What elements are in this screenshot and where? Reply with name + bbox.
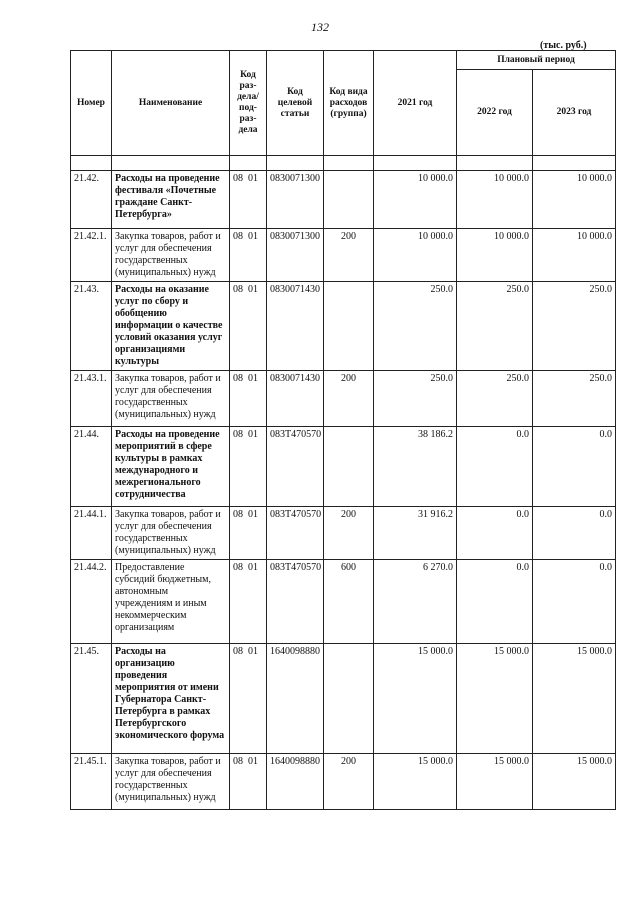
row-number: 21.43. xyxy=(71,282,112,371)
row-section-code: 08 xyxy=(233,429,243,440)
row-expense-type xyxy=(324,171,374,229)
row-expense-type xyxy=(324,282,374,371)
row-section-code: 08 xyxy=(233,646,243,657)
budget-table xyxy=(70,50,616,810)
row-name: Закупка товаров, работ и услуг для обеспечения государственных (муниципальных) нужд xyxy=(112,754,230,810)
row-2021: 15 000.0 xyxy=(374,754,457,810)
header-2021: 2021 год xyxy=(374,51,457,156)
row-number: 21.45. xyxy=(71,644,112,754)
row-2023: 15 000.0 xyxy=(533,754,616,810)
page-number: 132 xyxy=(311,20,329,34)
table-row xyxy=(71,229,616,282)
row-section xyxy=(230,282,267,371)
row-name: Закупка товаров, работ и услуг для обеспечения государственных (муниципальных) нужд xyxy=(112,229,230,282)
row-name: Закупка товаров, работ и услуг для обеспечения государственных (муниципальных) нужд xyxy=(112,371,230,427)
row-2023: 0.0 xyxy=(533,560,616,644)
row-2021: 250.0 xyxy=(374,371,457,427)
row-name: Закупка товаров, работ и услуг для обеспечения государственных (муниципальных) нужд xyxy=(112,507,230,560)
row-section xyxy=(230,427,267,507)
row-subsection-code: 01 xyxy=(248,284,258,295)
row-subsection-code: 01 xyxy=(248,756,258,767)
row-target-code: 1640098880 xyxy=(267,754,324,810)
row-2023: 10 000.0 xyxy=(533,171,616,229)
row-number: 21.42.1. xyxy=(71,229,112,282)
row-number: 21.44.2. xyxy=(71,560,112,644)
row-2023: 10 000.0 xyxy=(533,229,616,282)
row-target-code: 083Т470570 xyxy=(267,507,324,560)
row-target-code: 1640098880 xyxy=(267,644,324,754)
row-2023: 0.0 xyxy=(533,427,616,507)
row-2023: 250.0 xyxy=(533,371,616,427)
row-2021: 6 270.0 xyxy=(374,560,457,644)
row-name: Предоставление субсидий бюджетным, автономным учреждениям и иным некоммерческим организациям xyxy=(112,560,230,644)
row-2023: 250.0 xyxy=(533,282,616,371)
row-2022: 0.0 xyxy=(457,560,533,644)
table-row xyxy=(71,282,616,371)
row-section xyxy=(230,644,267,754)
header-2022: 2022 год xyxy=(457,70,533,156)
row-2022: 10 000.0 xyxy=(457,229,533,282)
header-number: Номер xyxy=(71,51,112,156)
row-2022: 15 000.0 xyxy=(457,644,533,754)
row-expense-type: 200 xyxy=(324,229,374,282)
row-2021: 38 186.2 xyxy=(374,427,457,507)
row-number: 21.44. xyxy=(71,427,112,507)
row-subsection-code: 01 xyxy=(248,231,258,242)
row-2022: 0.0 xyxy=(457,507,533,560)
row-target-code: 0830071300 xyxy=(267,171,324,229)
header-target: Код целевой статьи xyxy=(267,51,324,156)
row-target-code: 0830071430 xyxy=(267,282,324,371)
table-row xyxy=(71,171,616,229)
row-expense-type xyxy=(324,644,374,754)
row-subsection-code: 01 xyxy=(248,373,258,384)
row-expense-type xyxy=(324,427,374,507)
row-number: 21.44.1. xyxy=(71,507,112,560)
row-section xyxy=(230,507,267,560)
row-section xyxy=(230,754,267,810)
header-expense-type: Код вида расходов (группа) xyxy=(324,51,374,156)
header-name: Наименование xyxy=(112,51,230,156)
row-2022: 0.0 xyxy=(457,427,533,507)
row-2021: 250.0 xyxy=(374,282,457,371)
row-section-code: 08 xyxy=(233,173,243,184)
row-name: Расходы на проведение мероприятий в сфере культуры в рамках международного и межрегионального сотрудничества xyxy=(112,427,230,507)
row-number: 21.42. xyxy=(71,171,112,229)
table-row xyxy=(71,507,616,560)
row-section-code: 08 xyxy=(233,509,243,520)
row-2022: 15 000.0 xyxy=(457,754,533,810)
row-section-code: 08 xyxy=(233,373,243,384)
row-subsection-code: 01 xyxy=(248,646,258,657)
row-2021: 10 000.0 xyxy=(374,171,457,229)
row-name: Расходы на оказание услуг по сбору и обобщению информации о качестве условий оказания услуг организациями культуры xyxy=(112,282,230,371)
table-row xyxy=(71,371,616,427)
table-row xyxy=(71,644,616,754)
row-target-code: 0830071300 xyxy=(267,229,324,282)
row-subsection-code: 01 xyxy=(248,509,258,520)
row-subsection-code: 01 xyxy=(248,429,258,440)
row-2022: 250.0 xyxy=(457,371,533,427)
row-section xyxy=(230,371,267,427)
row-2021: 10 000.0 xyxy=(374,229,457,282)
row-2023: 0.0 xyxy=(533,507,616,560)
table-row xyxy=(71,754,616,810)
row-name: Расходы на организацию проведения мероприятия от имени Губернатора Санкт-Петербурга в рамках Петербургского экономического форума xyxy=(112,644,230,754)
row-target-code: 083Т470570 xyxy=(267,560,324,644)
table-row xyxy=(71,560,616,644)
row-2022: 10 000.0 xyxy=(457,171,533,229)
row-2021: 15 000.0 xyxy=(374,644,457,754)
row-number: 21.45.1. xyxy=(71,754,112,810)
row-subsection-code: 01 xyxy=(248,173,258,184)
row-section-code: 08 xyxy=(233,562,243,573)
header-planned-period: Плановый период xyxy=(457,51,616,70)
row-2022: 250.0 xyxy=(457,282,533,371)
header-section: Код раз-дела/ под-раз-дела xyxy=(230,51,267,156)
header-2023: 2023 год xyxy=(533,70,616,156)
row-section-code: 08 xyxy=(233,284,243,295)
row-number: 21.43.1. xyxy=(71,371,112,427)
row-2023: 15 000.0 xyxy=(533,644,616,754)
row-target-code: 083Т470570 xyxy=(267,427,324,507)
table-row xyxy=(71,427,616,507)
units-label: (тыс. руб.) xyxy=(540,40,587,51)
row-name: Расходы на проведение фестиваля «Почетные граждане Санкт-Петербурга» xyxy=(112,171,230,229)
row-expense-type: 200 xyxy=(324,371,374,427)
row-section-code: 08 xyxy=(233,756,243,767)
row-section xyxy=(230,171,267,229)
row-expense-type: 600 xyxy=(324,560,374,644)
row-expense-type: 200 xyxy=(324,754,374,810)
row-section-code: 08 xyxy=(233,231,243,242)
row-target-code: 0830071430 xyxy=(267,371,324,427)
row-section xyxy=(230,560,267,644)
row-section xyxy=(230,229,267,282)
row-expense-type: 200 xyxy=(324,507,374,560)
row-subsection-code: 01 xyxy=(248,562,258,573)
row-2021: 31 916.2 xyxy=(374,507,457,560)
